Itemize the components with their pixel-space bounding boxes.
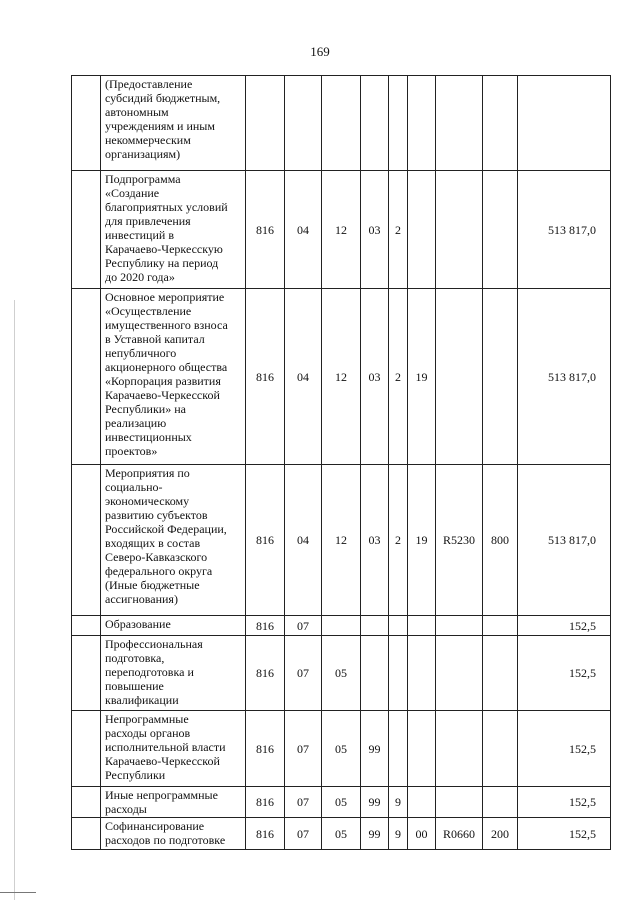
table-row: [72, 711, 611, 787]
subprogram-cell: [389, 76, 408, 171]
row-name-text: Основное мероприятие «Осуществление имущественного взноса в Уставной капитал непубличного акционерного общества «Корпорация развития Карачаево-Черкесской Республики» на реализацию инвестиционных проектов»: [105, 290, 228, 458]
direction-cell: R5230: [436, 465, 483, 616]
event-cell: [408, 787, 436, 818]
row-index-cell: [72, 636, 101, 711]
row-name-text: Мероприятия по социально- экономическому развитию субъектов Российской Федерации, входящих в состав Северо-Кавказского федерального округа (Иные бюджетные ассигнования): [105, 466, 227, 606]
direction-cell: [436, 616, 483, 636]
event-cell: [408, 636, 436, 711]
row-name-cell: [101, 289, 246, 465]
row-name-cell: [101, 171, 246, 289]
amount-cell: 513 817,0: [518, 289, 611, 465]
ved-cell: 816: [246, 465, 285, 616]
pr-cell: [322, 76, 361, 171]
subprogram-cell: 2: [389, 171, 408, 289]
rz-cell: 07: [285, 787, 322, 818]
event-cell: [408, 616, 436, 636]
event-cell: 19: [408, 289, 436, 465]
row-index-cell: [72, 818, 101, 850]
ved-cell: 816: [246, 818, 285, 850]
ved-cell: 816: [246, 616, 285, 636]
direction-cell: [436, 76, 483, 171]
amount-cell: 152,5: [518, 818, 611, 850]
amount-cell: 152,5: [518, 711, 611, 787]
direction-cell: [436, 636, 483, 711]
row-name-text: Образование: [105, 617, 171, 631]
scan-margin-mark: [0, 892, 36, 893]
direction-cell: [436, 289, 483, 465]
program-cell: [361, 616, 389, 636]
row-name-text: Непрограммные расходы органов исполнительной власти Карачаево-Черкесской Республики: [105, 712, 226, 782]
row-name-cell: [101, 818, 246, 850]
expense-type-cell: [483, 616, 518, 636]
rz-cell: 07: [285, 818, 322, 850]
table-row: [72, 636, 611, 711]
expense-type-cell: 200: [483, 818, 518, 850]
ved-cell: 816: [246, 171, 285, 289]
row-name-text: Профессиональная подготовка, переподготовка и повышение квалификации: [105, 637, 203, 707]
row-name-cell: [101, 616, 246, 636]
budget-table: [71, 75, 611, 850]
event-cell: 19: [408, 465, 436, 616]
subprogram-cell: [389, 636, 408, 711]
subprogram-cell: 2: [389, 465, 408, 616]
amount-cell: 152,5: [518, 616, 611, 636]
row-name-text: Подпрограмма «Создание благоприятных условий для привлечения инвестиций в Карачаево-Черкесскую Республику на период до 2020 года»: [105, 172, 228, 284]
pr-cell: 12: [322, 171, 361, 289]
pr-cell: 12: [322, 465, 361, 616]
subprogram-cell: [389, 711, 408, 787]
pr-cell: [322, 616, 361, 636]
program-cell: 99: [361, 711, 389, 787]
pr-cell: 05: [322, 818, 361, 850]
rz-cell: 07: [285, 711, 322, 787]
row-name-cell: [101, 636, 246, 711]
program-cell: 99: [361, 787, 389, 818]
rz-cell: 04: [285, 289, 322, 465]
direction-cell: [436, 711, 483, 787]
table-row: [72, 818, 611, 850]
program-cell: [361, 76, 389, 171]
row-name-text: Иные непрограммные расходы: [105, 788, 218, 816]
subprogram-cell: 9: [389, 787, 408, 818]
expense-type-cell: 800: [483, 465, 518, 616]
amount-cell: 152,5: [518, 636, 611, 711]
row-name-cell: [101, 76, 246, 171]
table-row: [72, 76, 611, 171]
direction-cell: [436, 171, 483, 289]
ved-cell: 816: [246, 289, 285, 465]
direction-cell: R0660: [436, 818, 483, 850]
table-row: [72, 787, 611, 818]
event-cell: [408, 711, 436, 787]
ved-cell: 816: [246, 787, 285, 818]
pr-cell: 05: [322, 711, 361, 787]
program-cell: 03: [361, 465, 389, 616]
table-row: [72, 465, 611, 616]
ved-cell: [246, 76, 285, 171]
table-row: [72, 171, 611, 289]
event-cell: [408, 171, 436, 289]
expense-type-cell: [483, 171, 518, 289]
program-cell: 03: [361, 289, 389, 465]
expense-type-cell: [483, 636, 518, 711]
scan-edge-line: [14, 300, 15, 900]
amount-cell: [518, 76, 611, 171]
table-row: [72, 289, 611, 465]
expense-type-cell: [483, 76, 518, 171]
rz-cell: 04: [285, 465, 322, 616]
row-index-cell: [72, 289, 101, 465]
row-name-text: (Предоставление субсидий бюджетным, автономным учреждениям и иным некоммерческим организациям): [105, 77, 221, 161]
event-cell: [408, 76, 436, 171]
direction-cell: [436, 787, 483, 818]
table-row: [72, 616, 611, 636]
amount-cell: 513 817,0: [518, 465, 611, 616]
rz-cell: 07: [285, 616, 322, 636]
row-name-cell: [101, 787, 246, 818]
row-name-cell: [101, 711, 246, 787]
program-cell: 99: [361, 818, 389, 850]
pr-cell: 05: [322, 787, 361, 818]
row-index-cell: [72, 465, 101, 616]
rz-cell: 04: [285, 171, 322, 289]
ved-cell: 816: [246, 711, 285, 787]
amount-cell: 513 817,0: [518, 171, 611, 289]
row-index-cell: [72, 711, 101, 787]
row-index-cell: [72, 171, 101, 289]
subprogram-cell: [389, 616, 408, 636]
page-number: 169: [310, 44, 330, 59]
subprogram-cell: 2: [389, 289, 408, 465]
row-index-cell: [72, 616, 101, 636]
subprogram-cell: 9: [389, 818, 408, 850]
expense-type-cell: [483, 787, 518, 818]
expense-type-cell: [483, 711, 518, 787]
amount-cell: 152,5: [518, 787, 611, 818]
rz-cell: 07: [285, 636, 322, 711]
ved-cell: 816: [246, 636, 285, 711]
expense-type-cell: [483, 289, 518, 465]
rz-cell: [285, 76, 322, 171]
pr-cell: 12: [322, 289, 361, 465]
program-cell: [361, 636, 389, 711]
pr-cell: 05: [322, 636, 361, 711]
row-name-cell: [101, 465, 246, 616]
event-cell: 00: [408, 818, 436, 850]
row-name-text: Софинансирование расходов по подготовке: [105, 819, 226, 847]
row-index-cell: [72, 76, 101, 171]
row-index-cell: [72, 787, 101, 818]
program-cell: 03: [361, 171, 389, 289]
